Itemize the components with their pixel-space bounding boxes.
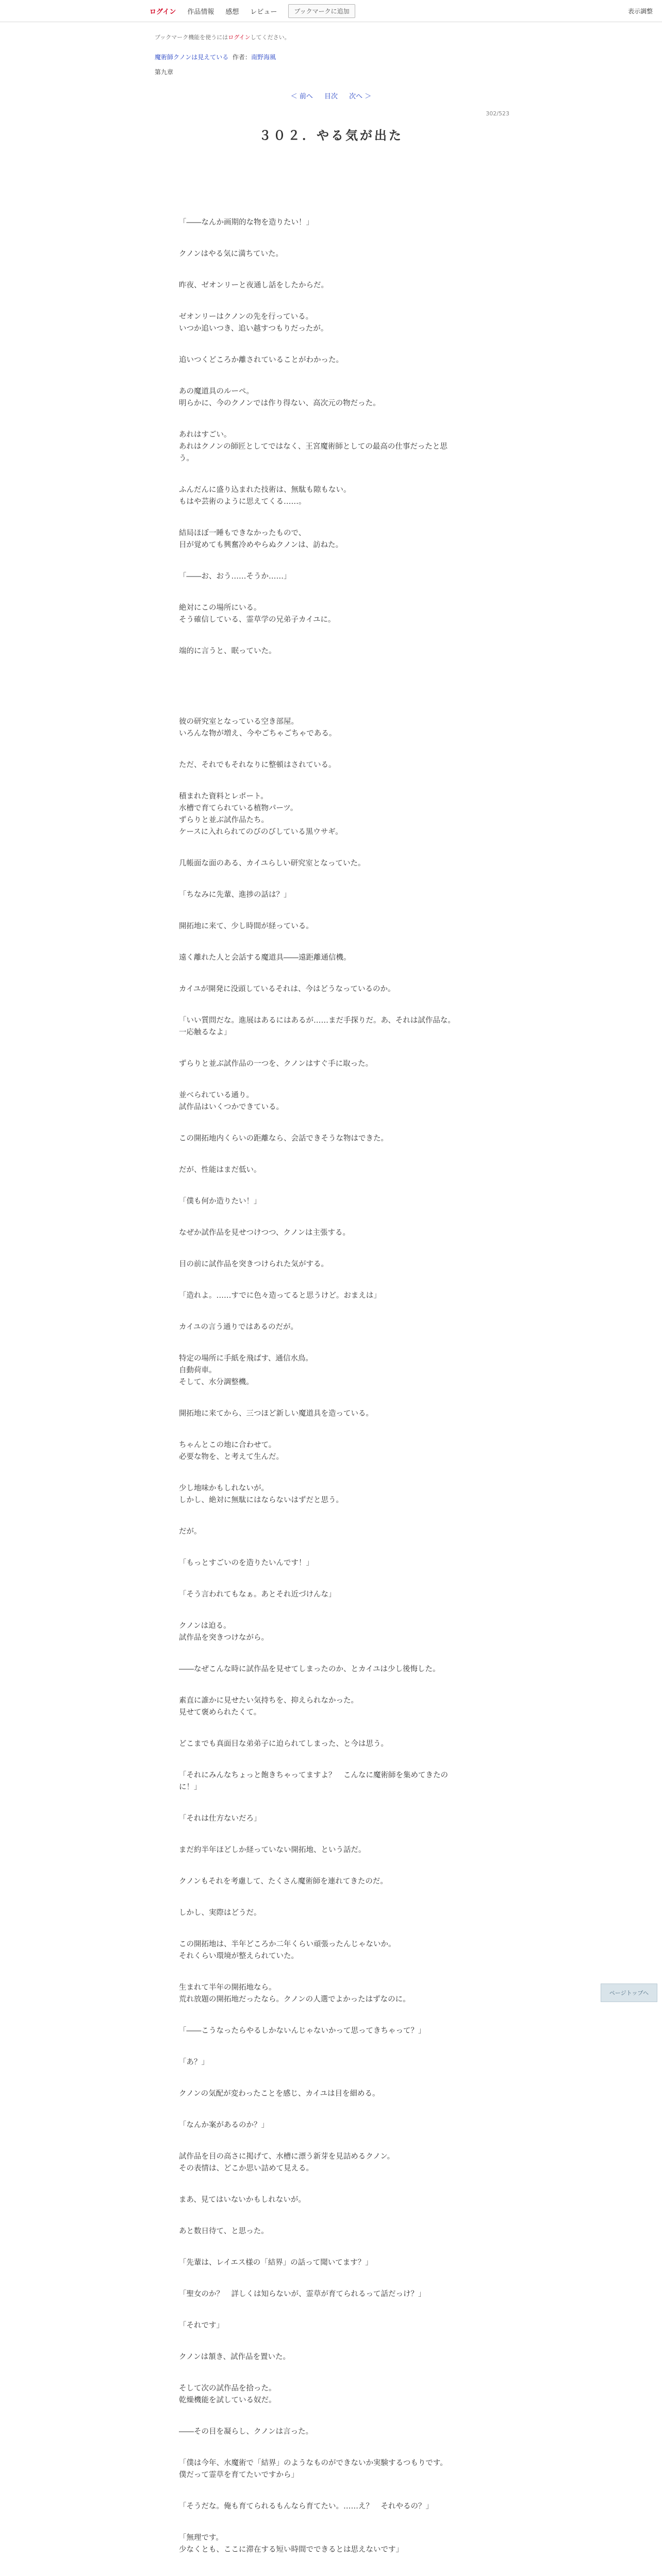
body-line: 目が覚めても興奮冷めやらぬクノンは、訪ねた。	[179, 541, 343, 549]
body-line: あれはすごい。	[179, 431, 231, 439]
body-line: 荒れ放題の開拓地だったなら。クノンの人選でよかったはずなのに。	[179, 1995, 410, 2004]
body-line: いろんな物が増え、今やごちゃごちゃである。	[179, 730, 337, 738]
body-line: 端的に言うと、眠っていた。	[179, 647, 276, 655]
next-episode-link[interactable]: 次へ ＞	[349, 93, 372, 100]
body-line: この開拓地は、半年どころか二年くらい頑張ったんじゃないか。	[179, 1940, 396, 1948]
body-line: そして、水分調整機。	[179, 1378, 254, 1386]
login-notice	[155, 33, 290, 41]
blank-line	[179, 901, 571, 921]
body-line: う。	[179, 454, 194, 463]
body-line: 乾燥機能を試している奴だ。	[179, 2396, 276, 2404]
body-line: しかし、絶対に無駄にはならないはずだと思う。	[179, 1496, 343, 1504]
blank-line	[179, 1538, 571, 1557]
body-line: 「ちなみに先輩、進捗の話は？」	[179, 891, 291, 899]
body-line: 自動荷車。	[179, 1366, 217, 1375]
body-line: 開拓地に来て、少し時間が経っている。	[179, 922, 313, 930]
body-line: クノンは頷き、試作品を置いた。	[179, 2353, 291, 2361]
body-line: 明らかに、今のクノンでは作り得ない、高次元の物だった。	[179, 399, 380, 408]
blank-line	[179, 1388, 571, 1408]
blank-line	[179, 2006, 571, 2025]
blank-line	[179, 1601, 571, 1620]
body-line: 「聖女のか？ 詳しくは知らないが、霊草が育てられるって話だっけ？」	[179, 2290, 426, 2298]
blank-line	[179, 508, 571, 528]
body-line: 「無理です。	[179, 2534, 223, 2542]
display-settings-link[interactable]: 表示調整	[627, 7, 653, 15]
blank-line	[179, 1825, 571, 1844]
blank-line	[179, 1719, 571, 1738]
body-line: クノンもそれを考慮して、たくさん魔術師を連れてきたのだ。	[179, 1877, 388, 1886]
body-line: 積まれた資料とレポート。	[179, 792, 268, 801]
body-line: 僕だって霊草を育てたいですから」	[179, 2471, 299, 2479]
blank-line	[179, 583, 571, 602]
blank-line	[179, 1644, 571, 1664]
body-line: 「僕は今年、水魔術で「結界」のようなものができないか実験するつもりです。	[179, 2459, 448, 2467]
top-nav	[150, 0, 355, 22]
blank-line	[179, 677, 571, 697]
blank-line	[179, 838, 571, 858]
body-line: 「僕も何か造りたい！」	[179, 1197, 261, 1206]
blank-line	[179, 2037, 571, 2057]
body-line: 必要な物を、と考えて生んだ。	[179, 1453, 284, 1461]
body-line: ゼオンリーはクノンの先を行っている。	[179, 313, 313, 321]
body-line: 「なんか案があるのか？」	[179, 2121, 269, 2129]
body-line: 彼の研究室となっている空き部屋。	[179, 718, 299, 726]
blank-line	[179, 465, 571, 484]
blank-line	[179, 2481, 571, 2501]
body-line: 「――こうなったらやるしかないんじゃないかって思ってきちゃって？」	[179, 2027, 426, 2035]
blank-line	[179, 2206, 571, 2226]
episode-title: ３０２．やる気が出た	[259, 128, 403, 143]
episode-counter: 302/523	[486, 110, 509, 117]
blank-line	[179, 1239, 571, 1259]
blank-line	[179, 1070, 571, 1090]
body-line: まあ、見てはいないかもしれないが。	[179, 2196, 306, 2204]
author-link[interactable]: 南野海風	[251, 54, 276, 61]
blank-line	[179, 260, 571, 280]
login-link[interactable]: ログイン	[150, 8, 176, 16]
prev-episode-link[interactable]: ＜ 前へ	[290, 93, 313, 100]
body-line: ちゃんとこの地に合わせて。	[179, 1441, 276, 1449]
body-line: 素直に誰かに見せたい気持ちを、抑えられなかった。	[179, 1697, 358, 1705]
login-notice-after: してください。	[250, 34, 290, 41]
blank-line	[179, 626, 571, 646]
blank-line	[179, 1856, 571, 1876]
login-notice-link[interactable]: ログイン	[228, 34, 251, 41]
body-line: 絶対にこの場所にいる。	[179, 604, 261, 612]
body-line: そして次の試作品を拾った。	[179, 2384, 276, 2393]
body-line: あれはクノンの師匠としてではなく、王宮魔術師としての最高の仕事だったと思	[179, 443, 448, 451]
blank-line	[179, 771, 571, 791]
body-line: 開拓地に来てから、三つほど新しい魔道具を造っている。	[179, 1410, 373, 1418]
body-line: どこまでも真面目な弟弟子に迫られてしまった、と今は思う。	[179, 1740, 388, 1748]
blank-line	[179, 1302, 571, 1321]
body-line: 「そうだな。俺も育てられるもんなら育てたい。……え？ それやるの？」	[179, 2502, 433, 2511]
nav-impressions[interactable]: 感想	[225, 8, 239, 16]
body-line: カイユが開発に没頭しているそれは、今はどうなっているのか。	[179, 985, 395, 993]
blank-line	[179, 1919, 571, 1939]
blank-line	[179, 2363, 571, 2383]
body-line: 試作品を突きつけながら。	[179, 1634, 269, 1642]
blank-line	[179, 2438, 571, 2458]
blank-line	[179, 2100, 571, 2120]
body-line: ずらりと並ぶ試作品たち。	[179, 816, 269, 824]
body-line: この開拓地内くらいの距離なら、会話できそうな物はできた。	[179, 1134, 388, 1143]
nav-work-info[interactable]: 作品情報	[187, 8, 214, 16]
blank-line	[179, 1176, 571, 1196]
author-label: 作者：	[232, 54, 251, 61]
body-line: 試作品はいくつかできている。	[179, 1103, 284, 1111]
blank-line	[179, 2300, 571, 2320]
blank-line	[179, 2238, 571, 2257]
body-line: あの魔道具のルーペ。	[179, 387, 254, 396]
body-line: もはや芸術のように思えてくる……。	[179, 498, 306, 506]
blank-line	[179, 964, 571, 984]
blank-line	[179, 551, 571, 571]
table-of-contents-link[interactable]: 目次	[324, 93, 338, 100]
blank-line	[179, 1145, 571, 1164]
body-line: 遠く離れた人と会話する魔道具――遠距離通信機。	[179, 954, 351, 962]
blank-line	[179, 1962, 571, 1982]
body-line: 目の前に試作品を突きつけられた気がする。	[179, 1260, 328, 1268]
blank-line	[179, 1039, 571, 1058]
blank-line	[179, 2513, 571, 2532]
blank-line	[179, 1750, 571, 1770]
body-line: 「もっとすごいのを造りたいんです！」	[179, 1559, 313, 1567]
body-line: 昨夜、ゼオンリーと夜通し話をしたからだ。	[179, 281, 328, 290]
body-line: 「――お、おう……そうか……」	[179, 572, 291, 581]
body-line: なぜか試作品を見せつけつつ、クノンは主張する。	[179, 1229, 351, 1237]
body-line: ――その目を凝らし、クノンは言った。	[179, 2428, 313, 2436]
novel-body	[179, 217, 571, 2576]
body-line: 「いい質問だな。進展はあるにはあるが……まだ手探りだ。あ、それは試作品な。	[179, 1016, 455, 1025]
blank-line	[179, 229, 571, 248]
body-line: に！」	[179, 1783, 202, 1791]
body-line: 追いつくどころか離されていることがわかった。	[179, 356, 343, 364]
nav-reviews[interactable]: レビュー	[250, 8, 277, 16]
body-line: あと数日待て、と思った。	[179, 2227, 269, 2235]
body-line: 生まれて半年の開拓地なら。	[179, 1984, 276, 1992]
body-line: 「先輩は、レイエス様の「結界」の話って聞いてます？」	[179, 2259, 373, 2267]
body-line: 「――なんか画期的な物を造りたい！」	[179, 218, 313, 227]
blank-line	[179, 292, 571, 311]
blank-line	[179, 933, 571, 952]
series-title-link[interactable]: 魔術師クノンは見えている	[155, 54, 229, 61]
blank-line	[179, 366, 571, 386]
blank-line	[179, 1113, 571, 1133]
body-line: カイユの言う通りではあるのだが。	[179, 1323, 298, 1331]
body-line: 「あ？」	[179, 2058, 209, 2066]
body-line: 「それにみんなちょっと飽きちゃってますよ？ こんなに魔術師を集めてきたの	[179, 1771, 448, 1780]
blank-line	[179, 2269, 571, 2289]
body-line: 少し地味かもしれないが。	[179, 1484, 269, 1493]
blank-line	[179, 1463, 571, 1483]
blank-line	[179, 697, 571, 716]
blank-line	[179, 2332, 571, 2351]
blank-line	[179, 1793, 571, 1813]
blank-line	[179, 1270, 571, 1290]
blank-line	[179, 2069, 571, 2088]
body-line: 「それは仕方ないだろ」	[179, 1815, 261, 1823]
body-line: 結局ほぼ一睡もできなかったもので、	[179, 529, 306, 537]
body-line: クノンの気配が変わったことを感じ、カイユは目を細める。	[179, 2090, 380, 2098]
body-line: 見せて褒められたくて。	[179, 1708, 261, 1717]
body-line: 「それです」	[179, 2321, 224, 2330]
series-info	[155, 53, 276, 61]
add-bookmark-button[interactable]: ブックマークに追加	[288, 4, 355, 18]
body-line: ケースに入れられてのびのびしている黒ウサギ。	[179, 828, 343, 836]
body-line: そう確信している、霊草学の兄弟子カイユに。	[179, 616, 336, 624]
blank-line	[179, 1506, 571, 1526]
body-line: クノンはやる気に満ちていた。	[179, 250, 283, 258]
body-line: ただ、それでもそれなりに整頓はされている。	[179, 761, 336, 769]
episode-pager	[0, 91, 662, 100]
body-line: 「そう言われてもなぁ。あとそれ近づけんな」	[179, 1590, 336, 1599]
body-line: 試作品を目の高さに掲げて、水槽に漂う新芽を見詰めるクノン。	[179, 2153, 395, 2161]
blank-line	[179, 1208, 571, 1227]
blank-line	[179, 2406, 571, 2426]
blank-line	[179, 1675, 571, 1695]
blank-line	[179, 657, 571, 677]
blank-line	[179, 1888, 571, 1907]
body-line: だが。	[179, 1528, 202, 1536]
blank-line	[179, 1420, 571, 1439]
blank-line	[179, 2175, 571, 2194]
top-bar	[0, 0, 662, 22]
blank-line	[179, 2131, 571, 2151]
body-line: それくらい環境が整えられていた。	[179, 1952, 299, 1960]
chapter-name: 第九章	[155, 69, 174, 76]
body-line: まだ約半年ほどしか経っていない開拓地、という話だ。	[179, 1846, 366, 1854]
body-line: 几帳面な面のある、カイユらしい研究室となっていた。	[179, 859, 366, 868]
blank-line	[179, 740, 571, 759]
body-line: ふんだんに盛り込まれた技術は、無駄も隙もない。	[179, 486, 351, 494]
body-line: その表情は、どこか思い詰めて見える。	[179, 2164, 313, 2173]
body-line: いつか追いつき、追い越すつもりだったが。	[179, 325, 328, 333]
body-line: しかし、実際はどうだ。	[179, 1909, 261, 1917]
login-notice-before: ブックマーク機能を使うには	[155, 34, 228, 41]
body-line: クノンは迫る。	[179, 1622, 231, 1630]
body-line: 水槽で育てられている植物パーツ。	[179, 804, 298, 812]
body-line: 一応触るなよ」	[179, 1028, 231, 1037]
blank-line	[179, 870, 571, 889]
body-line: ずらりと並ぶ試作品の一つを、クノンはすぐ手に取った。	[179, 1060, 373, 1068]
blank-line	[179, 410, 571, 429]
blank-line	[179, 1569, 571, 1589]
body-line: だが、性能はまだ低い。	[179, 1166, 261, 1174]
body-line: 特定の場所に手紙を飛ばす、通信水鳥。	[179, 1354, 313, 1363]
blank-line	[179, 995, 571, 1015]
body-line: 少なくとも、ここに滞在する短い時間でできるとは思えないです」	[179, 2546, 403, 2554]
body-line: 並べられている通り。	[179, 1091, 254, 1099]
page-top-button[interactable]: ページトップへ	[601, 1984, 657, 2002]
body-line: 「造れよ。……すでに色々造ってると思うけど。おまえは」	[179, 1292, 381, 1300]
blank-line	[179, 2556, 571, 2575]
body-line: ――なぜこんな時に試作品を見せてしまったのか、とカイユは少し後悔した。	[179, 1665, 440, 1673]
blank-line	[179, 1333, 571, 1353]
blank-line	[179, 335, 571, 354]
